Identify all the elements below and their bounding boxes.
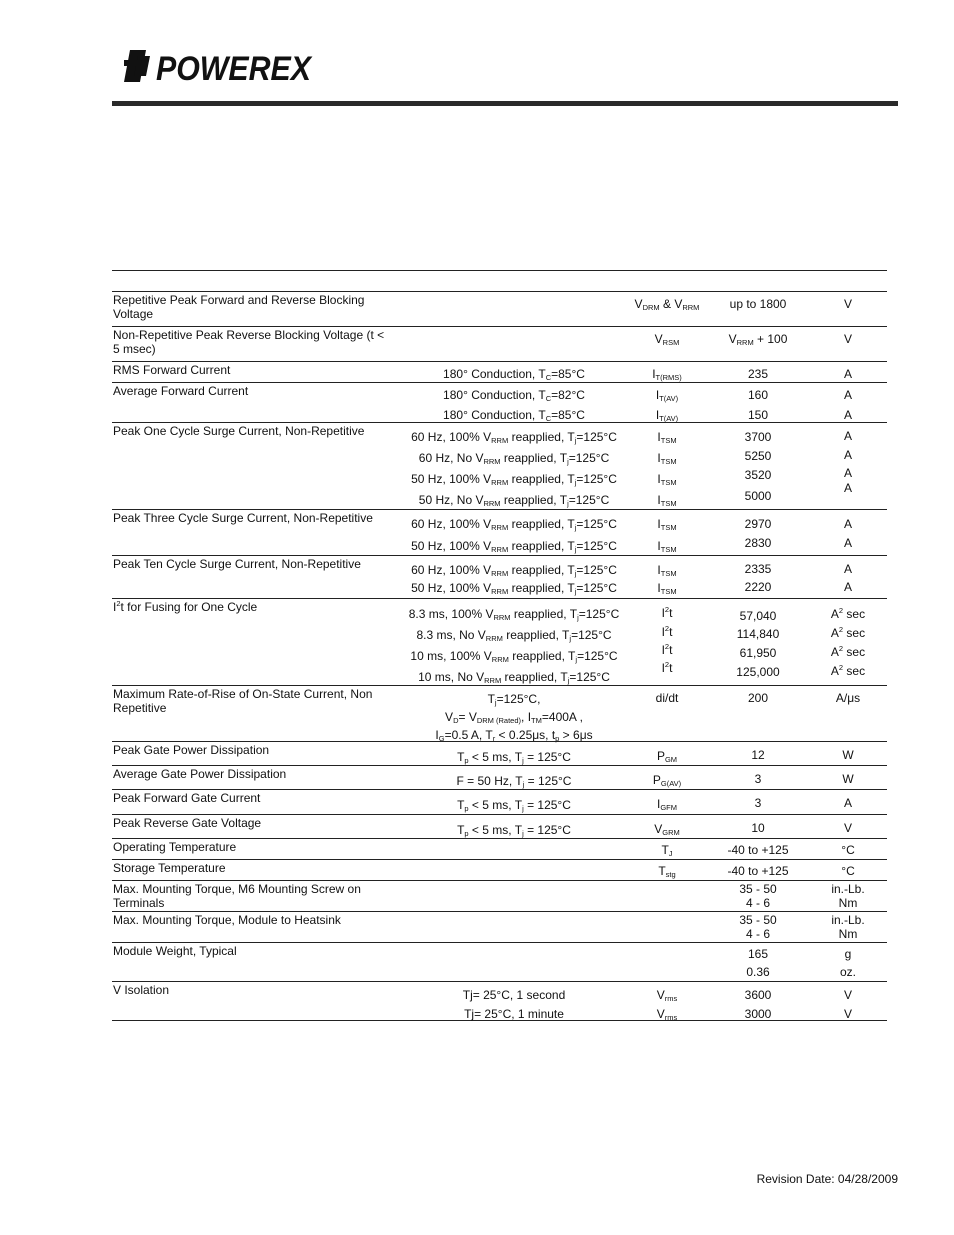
unit: V bbox=[843, 1007, 852, 1021]
table-row bbox=[112, 789, 887, 814]
table-row bbox=[112, 765, 887, 789]
rating-value: 12 bbox=[751, 748, 765, 762]
test-condition: 60 Hz, 100% $V_{RRM}$ reapplied, $T_j=125^\circ C$ bbox=[411, 517, 617, 532]
test-condition: 10 ms, 100% $V_{RRM}$ reapplied, $T_j=125^\circ C$ bbox=[410, 649, 618, 664]
symbol: $I_{T(AV)}$ bbox=[655, 388, 679, 403]
table-row bbox=[112, 422, 887, 509]
rating-value: 235 bbox=[747, 367, 769, 381]
symbol: $T_J$ bbox=[661, 843, 673, 858]
symbol: $P_{G(AV)}$ bbox=[652, 773, 682, 788]
unit: W bbox=[842, 772, 854, 786]
parameter-description: Storage Temperature bbox=[113, 861, 226, 875]
unit: V bbox=[843, 297, 852, 311]
test-condition: 180° Conduction, $T_C=85^\circ C$ bbox=[443, 408, 585, 423]
unit: Nm bbox=[838, 927, 858, 941]
symbol: $I_{TSM}$ bbox=[657, 493, 677, 508]
symbol: $I^2t$ bbox=[661, 605, 673, 620]
powerex-logo bbox=[124, 46, 314, 86]
parameter-description: RMS Forward Current bbox=[113, 363, 231, 377]
symbol: $I_{TSM}$ bbox=[657, 581, 677, 596]
test-condition: 8.3 ms, 100% $V_{RRM}$ reapplied, $T_j=125^\circ C$ bbox=[408, 607, 620, 622]
symbol: $I_{TSM}$ bbox=[657, 472, 677, 487]
parameter-description: Peak Ten Cycle Surge Current, Non-Repetitive bbox=[113, 557, 361, 571]
rating-value: 2220 bbox=[744, 580, 772, 594]
rating-value: 3000 bbox=[744, 1007, 772, 1021]
test-condition: 50 Hz, 100% $V_{RRM}$ reapplied, $T_j=125^\circ C$ bbox=[411, 581, 617, 596]
symbol: $T_{stg}$ bbox=[658, 864, 676, 879]
test-condition: $T_p < 5$ ms, $T_j = 125^\circ C$ bbox=[457, 798, 571, 813]
parameter-description: Repetitive Peak Forward and Reverse Blocking Voltage bbox=[113, 293, 365, 321]
symbol: $I_{TSM}$ bbox=[657, 430, 677, 445]
parameter-description: Peak One Cycle Surge Current, Non-Repetitive bbox=[113, 424, 365, 438]
symbol: $I_{T(AV)}$ bbox=[655, 408, 679, 423]
test-condition: Tj= 25°C, 1 minute bbox=[464, 1007, 564, 1021]
test-condition: 10 ms, No $V_{RRM}$ reapplied, $T_j=125^\circ C$ bbox=[418, 670, 610, 685]
test-condition: 50 Hz, 100% $V_{RRM}$ reapplied, $T_j=125^\circ C$ bbox=[411, 472, 617, 487]
rating-value: 125,000 bbox=[736, 665, 780, 679]
unit: oz. bbox=[839, 965, 856, 979]
revision-date: Revision Date: 04/28/2009 bbox=[756, 1172, 898, 1186]
symbol: $I^2t$ bbox=[661, 624, 673, 639]
parameter-description: Module Weight, Typical bbox=[113, 944, 237, 958]
unit: V bbox=[843, 332, 852, 346]
unit: A bbox=[843, 466, 852, 480]
test-condition: 180° Conduction, $T_C=82^\circ C$ bbox=[443, 388, 585, 403]
rating-value: 3600 bbox=[744, 988, 772, 1002]
unit: $A^2$ sec bbox=[830, 663, 866, 678]
table-row bbox=[112, 382, 887, 422]
symbol: di/dt bbox=[655, 691, 679, 705]
unit: A bbox=[843, 448, 852, 462]
rating-value: up to 1800 bbox=[729, 297, 787, 311]
test-condition: F = 50 Hz, $T_j = 125^\circ C$ bbox=[456, 774, 572, 789]
parameter-description: Peak Reverse Gate Voltage bbox=[113, 816, 262, 830]
rating-value: 57,040 bbox=[739, 609, 777, 623]
test-condition: 60 Hz, No $V_{RRM}$ reapplied, $T_j=125^\circ C$ bbox=[418, 451, 610, 466]
symbol: $V_{GRM}$ bbox=[654, 822, 680, 837]
rating-value: -40 to +125 bbox=[727, 843, 789, 857]
unit: $A^2$ sec bbox=[830, 625, 866, 640]
table-row bbox=[112, 291, 887, 326]
test-condition: $V_D= V_{DRM (Rated)}$, $I_{TM}=400A$ , bbox=[445, 710, 583, 725]
parameter-description: Average Gate Power Dissipation bbox=[113, 767, 287, 781]
symbol: $I_{T(RMS)}$ bbox=[652, 367, 682, 382]
table-row bbox=[112, 942, 887, 981]
table-row bbox=[112, 361, 887, 382]
table-row bbox=[112, 859, 887, 880]
unit: A bbox=[843, 796, 852, 810]
test-condition: Tj= 25°C, 1 second bbox=[462, 988, 566, 1002]
parameter-description: Max. Mounting Torque, M6 Mounting Screw on Terminals bbox=[113, 882, 361, 910]
rating-value: 3700 bbox=[744, 430, 772, 444]
parameter-description: Non-Repetitive Peak Reverse Blocking Voltage (t < 5 msec) bbox=[113, 328, 385, 356]
unit: A bbox=[843, 517, 852, 531]
symbol: $V_{rms}$ bbox=[656, 1007, 678, 1022]
table-top-rule bbox=[112, 270, 887, 271]
unit: A bbox=[843, 536, 852, 550]
symbol: $V_{rms}$ bbox=[656, 988, 678, 1003]
unit: A bbox=[843, 408, 852, 422]
table-row bbox=[112, 326, 887, 361]
rating-value: 61,950 bbox=[739, 646, 777, 660]
test-condition: 8.3 ms, No $V_{RRM}$ reapplied, $T_j=125^\circ C$ bbox=[416, 628, 612, 643]
rating-value: 150 bbox=[747, 408, 769, 422]
table-row bbox=[112, 598, 887, 685]
rating-value: 5000 bbox=[744, 489, 772, 503]
test-condition: 60 Hz, 100% $V_{RRM}$ reapplied, $T_j=125^\circ C$ bbox=[411, 430, 617, 445]
symbol: $V_{RSM}$ bbox=[654, 332, 680, 347]
unit: in.-Lb. bbox=[831, 913, 865, 927]
rating-value: 114,840 bbox=[736, 627, 780, 641]
parameter-description: Maximum Rate-of-Rise of On-State Current, Non Repetitive bbox=[113, 687, 373, 715]
test-condition: $T_j=125^\circ C$, bbox=[487, 692, 541, 707]
rating-value: 160 bbox=[747, 388, 769, 402]
logo-text: POWEREX bbox=[156, 50, 314, 86]
parameter-description: Peak Gate Power Dissipation bbox=[113, 743, 270, 757]
rating-value: 10 bbox=[751, 821, 765, 835]
unit: Nm bbox=[838, 896, 858, 910]
symbol: $I_{GFM}$ bbox=[656, 797, 677, 812]
unit: A bbox=[843, 562, 852, 576]
header-rule bbox=[112, 101, 898, 106]
table-row bbox=[112, 880, 887, 911]
symbol: $I_{TSM}$ bbox=[657, 517, 677, 532]
test-condition: 50 Hz, 100% $V_{RRM}$ reapplied, $T_j=125^\circ C$ bbox=[411, 539, 617, 554]
ratings-table bbox=[112, 291, 887, 1021]
test-condition: 50 Hz, No $V_{RRM}$ reapplied, $T_j=125^\circ C$ bbox=[418, 493, 610, 508]
unit: V bbox=[843, 988, 852, 1002]
rating-value: 0.36 bbox=[746, 965, 770, 979]
rating-value: 5250 bbox=[744, 449, 772, 463]
rating-value: 35 - 50 bbox=[739, 913, 777, 927]
parameter-description: Operating Temperature bbox=[113, 840, 237, 854]
parameter-description: Average Forward Current bbox=[113, 384, 249, 398]
table-row bbox=[112, 814, 887, 838]
parameter-description: Peak Forward Gate Current bbox=[113, 791, 261, 805]
symbol: $I^2t$ bbox=[661, 642, 673, 657]
table-row bbox=[112, 509, 887, 555]
symbol: $P_{GM}$ bbox=[656, 749, 678, 764]
unit: g bbox=[844, 947, 852, 961]
table-row bbox=[112, 555, 887, 598]
parameter-description: Peak Three Cycle Surge Current, Non-Repetitive bbox=[113, 511, 373, 525]
unit: A bbox=[843, 388, 852, 402]
table-row bbox=[112, 838, 887, 859]
unit: A bbox=[843, 580, 852, 594]
symbol: $V_{DRM}$ & $V_{RRM}$ bbox=[634, 297, 700, 312]
symbol: $I^2t$ bbox=[661, 660, 673, 675]
unit: $A^2$ sec bbox=[830, 644, 866, 659]
rating-value: 3 bbox=[754, 772, 762, 786]
unit: A bbox=[843, 481, 852, 495]
unit: A bbox=[843, 429, 852, 443]
rating-value: 4 - 6 bbox=[745, 927, 770, 941]
unit: W bbox=[842, 748, 854, 762]
unit: °C bbox=[841, 843, 855, 857]
symbol: $I_{TSM}$ bbox=[657, 451, 677, 466]
rating-value: 3520 bbox=[744, 468, 772, 482]
parameter-description: V Isolation bbox=[113, 983, 170, 997]
rating-value: 35 - 50 bbox=[739, 882, 777, 896]
rating-value: 4 - 6 bbox=[745, 896, 770, 910]
unit: V bbox=[843, 821, 852, 835]
parameter-description: $I^2t$ for Fusing for One Cycle bbox=[113, 599, 258, 614]
symbol: $I_{TSM}$ bbox=[657, 563, 677, 578]
rating-value: 2970 bbox=[744, 517, 772, 531]
test-condition: $T_p < 5$ ms, $T_j = 125^\circ C$ bbox=[457, 750, 571, 765]
test-condition: 180° Conduction, $T_C=85^\circ C$ bbox=[443, 367, 585, 382]
unit: in.-Lb. bbox=[831, 882, 865, 896]
rating-value: 200 bbox=[747, 691, 769, 705]
parameter-description: Max. Mounting Torque, Module to Heatsink bbox=[113, 913, 341, 927]
table-row bbox=[112, 981, 887, 1021]
test-condition: 60 Hz, 100% $V_{RRM}$ reapplied, $T_j=125^\circ C$ bbox=[411, 563, 617, 578]
unit: A bbox=[843, 367, 852, 381]
test-condition: $I_G=0.5$ A, $T_r < 0.25\mu s$, $t_p > 6\mu s$ bbox=[435, 728, 593, 743]
rating-value: 2335 bbox=[744, 562, 772, 576]
symbol: $I_{TSM}$ bbox=[657, 539, 677, 554]
rating-value: $V_{RRM} + 100$ bbox=[728, 332, 788, 347]
rating-value: -40 to +125 bbox=[727, 864, 789, 878]
table-row bbox=[112, 685, 887, 741]
test-condition: $T_p < 5$ ms, $T_j = 125^\circ C$ bbox=[457, 823, 571, 838]
unit: °C bbox=[841, 864, 855, 878]
table-row bbox=[112, 741, 887, 765]
unit: $A^2$ sec bbox=[830, 606, 866, 621]
rating-value: 165 bbox=[747, 947, 769, 961]
rating-value: 2830 bbox=[744, 536, 772, 550]
unit: A/μs bbox=[835, 691, 861, 705]
rating-value: 3 bbox=[754, 796, 762, 810]
table-row bbox=[112, 911, 887, 942]
